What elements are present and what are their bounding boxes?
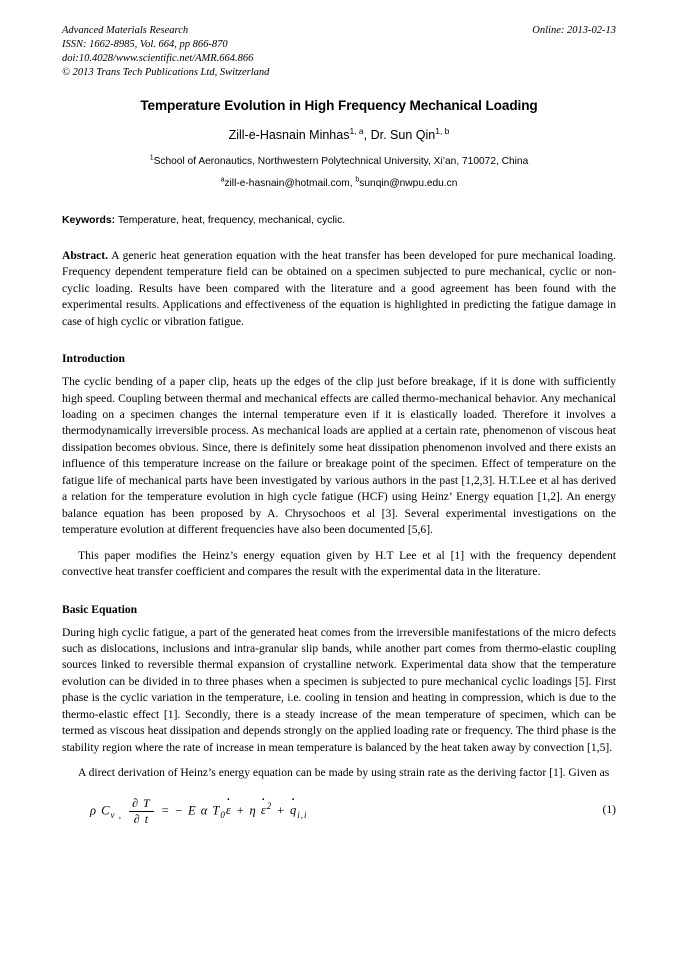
eq-heat-flux: q · xyxy=(290,803,297,818)
journal-doi: doi:10.4028/www.scientific.net/AMR.664.866 xyxy=(62,52,254,64)
author-separator: , xyxy=(363,127,371,142)
email-b-marker: b xyxy=(355,176,360,184)
online-date: Online: 2013-02-13 xyxy=(532,25,616,36)
paragraph-intro-1: The cyclic bending of a paper clip, heats up the edges of the clip just before breakage, if it is done with sufficiently high speed. Coupling between thermal and mechanical effects are called thermo-mechanical behavior. Any mechanical loading on a specimen changes the internal temperature even if it is elastically loaded. Therefore it involves a thermodynamically irreversible process. As mechanical loads are applied at a certain rate, phenomenon of viscous heat dissipation becomes obvious. Since, there is definitely some heat dissipation phenomenon involved and there exists an influence of this temperature increase on the failure or breakage point of the specimen. Effect of temperature on the fatigue life of mechanical parts have been investigated by various authors in the past [1,2,3]. H.T.Lee et al has derived a relation for the temperature evolution in high cycle fatigue (HCF) using Heinz’ Energy equation [1,2]. An energy balance equation has been proposed by A. Chrysochoos et al [3]. Several experimental investigations on the temperature evolution at different frequencies have also been documented [5,6]. xyxy=(62,375,616,537)
author-1-affil-marker: 1, a xyxy=(349,125,364,136)
keywords-line xyxy=(62,215,616,226)
journal-copyright: © 2013 Trans Tech Publications Ltd, Switzerland xyxy=(62,66,270,78)
eq-plus-1: + xyxy=(235,802,246,817)
eq-partial-fraction xyxy=(129,796,154,827)
eq-strain-rate-2-exponent: 2 xyxy=(266,800,273,811)
eq-heat-flux-subscript: i,i xyxy=(297,809,308,820)
keywords-text: Temperature, heat, frequency, mechanical, cyclic. xyxy=(115,214,346,226)
journal-issn: ISSN: 1662-8985, Vol. 664, pp 866-870 xyxy=(62,38,228,50)
section-heading-introduction: Introduction xyxy=(62,352,125,366)
author-1-name: Zill-e-Hasnain Minhas xyxy=(228,127,350,142)
eq-strain-rate-2: ε · xyxy=(261,803,267,818)
eq-partial-numerator: ∂ T xyxy=(132,795,151,810)
journal-header xyxy=(62,24,616,80)
author-list xyxy=(62,125,616,142)
equation-1-row xyxy=(62,796,616,836)
eq-rhs-term-1-subscript: 0 xyxy=(220,809,226,820)
page-title: Temperature Evolution in High Frequency Mechanical Loading xyxy=(140,97,538,113)
section-heading-basic-equation: Basic Equation xyxy=(62,602,138,616)
paragraph-basic-1: During high cyclic fatigue, a part of the generated heat comes from the irreversible manifestations of the micro defects such as dislocations, inclusions and intra-granular slip bands, while another part comes from thermo-elastic coupling sources linked to reversible thermal expansion of crystalline network. Experimental data show that the temperature evolution can be divided in to three phases when a specimen is subjected to pure mechanical cyclic loadings [5]. First phase is the cyclic variation in the temperature, i.e. cooling in tension and heating in compression, which is due to the thermo-elastic effect [1]. Secondly, there is a steady increase of the mean temperature of specimen, which can be termed as viscous heat dissipation and depends strongly on the applied loading rate or frequency. The third phase is the stability region where the rate of increase in mean temperature is balanced by the heat taken away by convection [1,5]. xyxy=(62,625,616,754)
eq-c: C xyxy=(101,802,111,817)
author-2-name: Dr. Sun Qin xyxy=(370,127,436,142)
paragraph-basic-2: A direct derivation of Heinz’s energy equation can be made by using strain rate as the deriving factor [1]. Given as xyxy=(78,766,610,780)
eq-rhs-term-1: − E α T xyxy=(174,802,221,817)
abstract-text: A generic heat generation equation with the heat transfer has been developed for pure mechanical loading. Frequency dependent temperature field can be obtained on a specimen subjected to pure mechanical, cyclic or non-cyclic loading. Results have been compared with the literature and a good agreement has been found with the experimental results. Applications and effectiveness of the equation is highlighted in predicting the fatigue damage in case of high cyclic or vibration fatigue. xyxy=(62,248,616,328)
eq-partial-denominator: ∂ t xyxy=(129,811,154,827)
equation-1 xyxy=(90,796,307,827)
abstract-paragraph xyxy=(62,248,616,330)
affiliation-marker: 1 xyxy=(149,154,154,162)
abstract-label: Abstract. xyxy=(62,248,109,262)
equation-1-number: (1) xyxy=(602,802,616,816)
eq-rho: ρ xyxy=(90,802,97,817)
keywords-label: Keywords: xyxy=(62,214,116,226)
email-a-marker: a xyxy=(220,176,225,184)
eq-equals: = xyxy=(160,802,171,817)
author-2-affil-marker: 1, b xyxy=(435,125,450,136)
eq-strain-rate-1: ε · xyxy=(226,803,232,818)
eq-c-subscript: v , xyxy=(110,809,122,820)
eq-eta: η xyxy=(249,802,257,817)
eq-plus-2: + xyxy=(276,802,286,817)
journal-name: Advanced Materials Research xyxy=(62,25,189,36)
email-a[interactable]: zill-e-hasnain@hotmail.com, xyxy=(224,177,356,189)
paragraph-intro-2: This paper modifies the Heinz’s energy equation given by H.T Lee et al [1] with the frequency dependent convective heat transfer coefficient and compares the result with the experimental data in the literature. xyxy=(62,548,616,579)
email-b[interactable]: sunqin@nwpu.edu.cn xyxy=(359,177,458,189)
author-emails xyxy=(62,178,616,189)
affiliation-text: School of Aeronautics, Northwestern Polytechnical University, Xi’an, 710072, China xyxy=(153,155,529,167)
affiliation xyxy=(62,156,616,167)
